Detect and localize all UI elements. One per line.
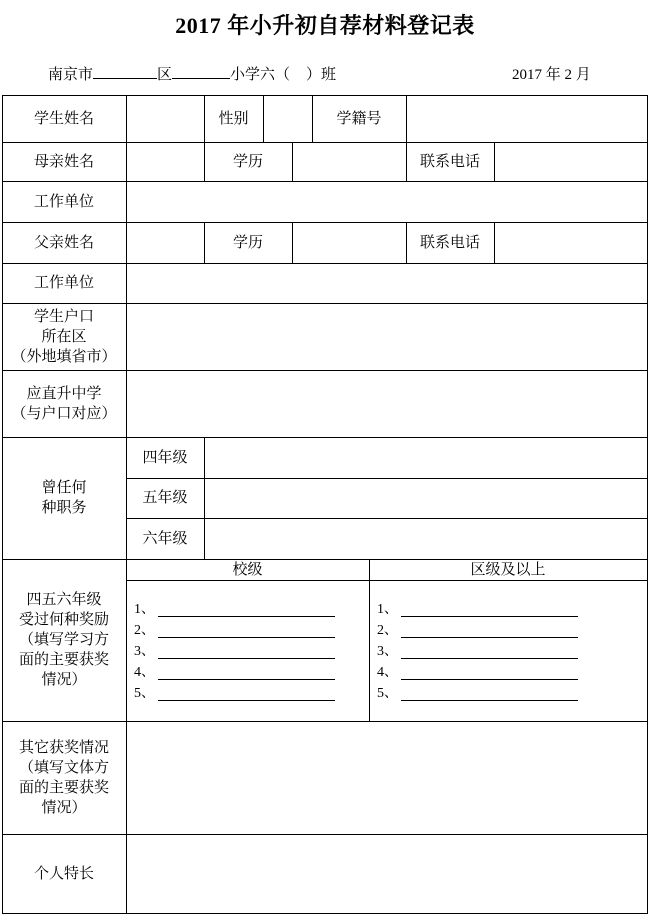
mother-name-label: 母亲姓名 xyxy=(33,153,94,170)
district-award-line-4[interactable] xyxy=(401,679,578,680)
father-name-label: 父亲姓名 xyxy=(33,234,94,251)
other-awards-label-line: 其它获奖情况 xyxy=(18,739,109,756)
awards-label-line: 受过何种奖励 xyxy=(18,612,109,628)
district-label: 区 xyxy=(157,67,173,83)
district-award-line-2[interactable] xyxy=(401,637,578,638)
hukou-label-line: 学生户口 xyxy=(33,308,94,325)
grade-6-position-field[interactable] xyxy=(205,519,647,559)
student-name-label: 学生姓名 xyxy=(33,110,94,127)
grade-5-position-field[interactable] xyxy=(205,479,647,518)
school-level-header: 校级 xyxy=(232,561,263,578)
district-award-line-1[interactable] xyxy=(401,616,578,617)
other-awards-field[interactable] xyxy=(127,722,647,834)
specialty-label: 个人特长 xyxy=(33,865,94,882)
table-border-right xyxy=(647,95,648,914)
hukou-label xyxy=(2,303,126,370)
middle-school-label-line: （与户口对应） xyxy=(11,405,117,422)
district-blank[interactable] xyxy=(93,64,157,79)
father-education-field[interactable] xyxy=(293,223,406,263)
father-phone-field[interactable] xyxy=(495,223,647,263)
awards-label-line: 情况） xyxy=(41,672,87,688)
school-award-line-5[interactable] xyxy=(158,700,335,701)
grade-6-label: 六年级 xyxy=(142,530,188,547)
district-level-header: 区级及以上 xyxy=(470,561,546,578)
positions-label-line: 种职务 xyxy=(41,500,87,516)
gender-label: 性别 xyxy=(218,110,249,127)
other-awards-label xyxy=(2,721,126,834)
student-id-label: 学籍号 xyxy=(336,110,382,127)
header-date: 2017 年 2 月 xyxy=(512,67,591,83)
page-title: 2017 年小升初自荐材料登记表 xyxy=(175,13,475,38)
district-award-number: 3、 xyxy=(377,644,398,659)
class-label: ）班 xyxy=(306,67,337,83)
awards-label-line: 面的主要获奖 xyxy=(18,652,109,668)
district-award-number: 2、 xyxy=(377,623,398,638)
header-location xyxy=(48,63,336,84)
row-line xyxy=(126,580,648,581)
other-awards-label-line: （填写文体方 xyxy=(18,759,109,776)
table-border-bottom xyxy=(2,913,648,914)
mother-workplace-label: 工作单位 xyxy=(33,193,94,210)
mother-phone-field[interactable] xyxy=(495,143,647,181)
col-line xyxy=(369,559,370,722)
school-award-line-2[interactable] xyxy=(158,637,335,638)
mother-name-field[interactable] xyxy=(127,143,204,181)
grade-5-label: 五年级 xyxy=(142,490,188,506)
student-name-field[interactable] xyxy=(127,96,204,142)
middle-school-label-line: 应直升中学 xyxy=(26,385,102,402)
district-award-number: 5、 xyxy=(377,686,398,701)
grade-4-position-field[interactable] xyxy=(205,438,647,478)
mother-phone-label: 联系电话 xyxy=(419,153,480,170)
school-class-label: 小学六（ xyxy=(230,67,291,83)
other-awards-label-line: 情况） xyxy=(41,799,87,816)
grade-4-label: 四年级 xyxy=(142,449,188,466)
positions-label xyxy=(2,437,126,559)
student-id-field[interactable] xyxy=(407,96,647,142)
specialty-field[interactable] xyxy=(127,835,647,913)
school-award-line-1[interactable] xyxy=(158,616,335,617)
district-award-number: 1、 xyxy=(377,602,398,617)
school-award-number: 5、 xyxy=(134,686,155,701)
other-awards-label-line: 面的主要获奖 xyxy=(18,779,109,796)
school-award-number: 4、 xyxy=(134,665,155,680)
school-award-number: 2、 xyxy=(134,623,155,638)
gender-field[interactable] xyxy=(264,96,312,142)
school-blank[interactable] xyxy=(172,64,230,79)
awards-label xyxy=(2,559,126,721)
school-award-number: 1、 xyxy=(134,602,155,617)
father-workplace-label: 工作单位 xyxy=(33,275,94,291)
mother-education-label: 学历 xyxy=(232,153,263,170)
hukou-label-line: 所在区 xyxy=(41,328,87,345)
school-award-line-4[interactable] xyxy=(158,679,335,680)
mother-workplace-field[interactable] xyxy=(127,182,647,222)
school-award-line-3[interactable] xyxy=(158,658,335,659)
middle-school-label xyxy=(2,370,126,437)
district-award-line-5[interactable] xyxy=(401,700,578,701)
father-phone-label: 联系电话 xyxy=(419,234,480,251)
awards-label-line: （填写学习方 xyxy=(18,632,109,648)
district-award-number: 4、 xyxy=(377,665,398,680)
mother-education-field[interactable] xyxy=(293,143,406,181)
father-name-field[interactable] xyxy=(127,223,204,263)
hukou-field[interactable] xyxy=(127,304,647,370)
city-label: 南京市 xyxy=(48,67,94,83)
district-award-line-3[interactable] xyxy=(401,658,578,659)
school-award-number: 3、 xyxy=(134,644,155,659)
positions-label-line: 曾任何 xyxy=(41,480,87,496)
middle-school-field[interactable] xyxy=(127,371,647,437)
hukou-label-line: （外地填省市） xyxy=(11,348,117,365)
father-workplace-field[interactable] xyxy=(127,264,647,303)
awards-label-line: 四五六年级 xyxy=(26,592,102,608)
father-education-label: 学历 xyxy=(232,234,263,251)
